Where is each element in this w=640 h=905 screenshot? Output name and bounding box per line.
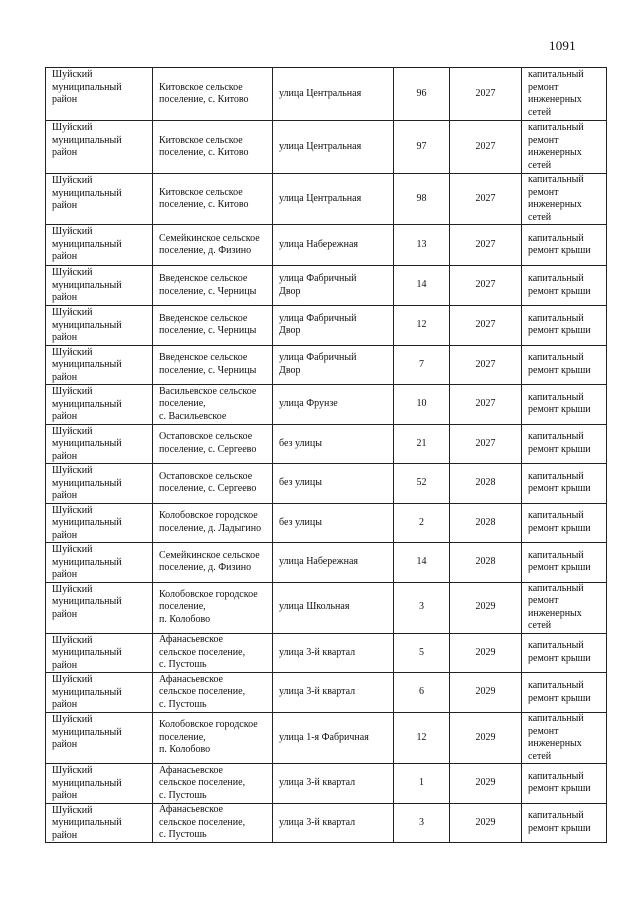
cell-settlement [153,464,273,504]
table-row [46,764,607,804]
repair-schedule-table [45,67,607,843]
cell-street [273,225,394,266]
cell-house-number [394,306,450,346]
cell-year-text: 2029 [475,816,496,828]
cell-work-type [522,424,607,464]
cell-street-text: улица Центральная [279,87,362,99]
cell-work-type-text: капитальный ремонт крыши [528,510,591,534]
cell-work-type-text: капитальный ремонт крыши [528,431,591,455]
cell-year [450,764,522,804]
cell-year [450,803,522,843]
cell-year-text: 2028 [475,556,496,567]
cell-work-type [522,306,607,346]
cell-house-number [394,68,450,121]
cell-street-text: улица Фабричный Двор [279,273,357,297]
cell-house-number-text: 21 [416,437,427,449]
cell-district-text: Шуйский муниципальный район [52,465,122,501]
cell-year [450,174,522,225]
cell-settlement [153,713,273,764]
cell-settlement [153,121,273,174]
cell-district-text: Шуйский муниципальный район [52,765,122,801]
cell-street-text: улица Набережная [279,556,358,567]
cell-house-number-text: 7 [419,358,424,370]
cell-settlement [153,582,273,633]
cell-street-text: улица Фрунзе [279,398,338,409]
cell-settlement [153,764,273,804]
cell-district [46,543,153,583]
cell-house-number-text: 6 [419,686,424,698]
cell-district-text: Шуйский муниципальный район [52,226,122,262]
cell-district [46,633,153,673]
cell-street [273,306,394,346]
cell-house-number-text: 96 [416,87,427,99]
cell-settlement-text: Китовское сельское поселение, с. Китово [159,134,249,158]
cell-house-number [394,543,450,583]
cell-settlement [153,266,273,306]
table-row [46,582,607,633]
cell-district [46,174,153,225]
cell-year [450,424,522,464]
cell-district [46,266,153,306]
table-body [46,68,607,843]
cell-year-text: 2029 [475,646,496,658]
cell-settlement-text: Афанасьевское сельское поселение, с. Пустошь [159,804,246,840]
cell-work-type [522,503,607,543]
cell-district-text: Шуйский муниципальный район [52,175,122,211]
cell-district-text: Шуйский муниципальный район [52,634,122,671]
cell-district-text: Шуйский муниципальный район [52,674,122,710]
cell-settlement-text: Остаповское сельское поселение, с. Сергеево [159,431,257,455]
cell-year-text: 2029 [475,777,496,788]
cell-work-type-text: капитальный ремонт крыши [528,640,591,664]
cell-year-text: 2027 [475,358,496,370]
cell-year-text: 2027 [475,87,496,99]
cell-settlement [153,543,273,583]
cell-work-type [522,803,607,843]
cell-street [273,121,394,174]
cell-district-text: Шуйский муниципальный район [52,714,122,750]
cell-work-type [522,266,607,306]
cell-house-number [394,174,450,225]
table-row [46,424,607,464]
cell-year-text: 2027 [475,398,496,409]
cell-district [46,306,153,346]
cell-street-text: улица Школьная [279,601,350,613]
cell-settlement-text: Семейкинское сельское поселение, д. Физино [159,232,260,256]
cell-district-text: Шуйский муниципальный район [52,346,122,383]
table-row [46,803,607,843]
cell-year [450,633,522,673]
cell-street [273,803,394,843]
cell-street [273,764,394,804]
cell-street-text: улица 3-й квартал [279,646,356,658]
cell-work-type [522,385,607,425]
cell-year [450,543,522,583]
cell-work-type [522,633,607,673]
table-row [46,174,607,225]
cell-street-text: улица 3-й квартал [279,686,356,698]
table-row [46,345,607,385]
cell-settlement-text: Колобовское городское поселение, п. Колобово [159,588,258,625]
table-row [46,543,607,583]
cell-street-text: улица Набережная [279,238,358,250]
table-row [46,225,607,266]
cell-work-type-text: капитальный ремонт крыши [528,470,591,495]
cell-year [450,673,522,713]
cell-work-type-text: капитальный ремонт крыши [528,549,591,574]
cell-street [273,174,394,225]
cell-year-text: 2028 [475,516,496,528]
cell-settlement-text: Афанасьевское сельское поселение, с. Пустошь [159,764,246,801]
table-row [46,266,607,306]
cell-work-type-text: капитальный ремонт инженерных сетей [528,582,584,631]
cell-work-type-text: капитальный ремонт крыши [528,352,591,376]
cell-district-text: Шуйский муниципальный район [52,583,122,620]
cell-settlement-text: Введенское сельское поселение, с. Черницы [159,352,257,376]
cell-district-text: Шуйский муниципальный район [52,544,122,580]
cell-work-type-text: капитальный ремонт крыши [528,312,591,337]
cell-house-number [394,673,450,713]
cell-house-number [394,121,450,174]
cell-house-number [394,713,450,764]
cell-settlement-text: Китовское сельское поселение, с. Китово [159,186,249,210]
cell-house-number [394,345,450,385]
cell-settlement [153,385,273,425]
cell-work-type-text: капитальный ремонт инженерных сетей [528,122,584,171]
cell-work-type [522,345,607,385]
cell-district-text: Шуйский муниципальный район [52,307,122,343]
cell-street [273,673,394,713]
cell-work-type-text: капитальный ремонт крыши [528,391,591,416]
cell-district [46,225,153,266]
cell-year [450,713,522,764]
cell-district-text: Шуйский муниципальный район [52,267,122,303]
cell-district-text: Шуйский муниципальный район [52,804,122,841]
cell-year [450,266,522,306]
cell-settlement [153,424,273,464]
cell-work-type-text: капитальный ремонт инженерных сетей [528,713,584,762]
cell-settlement-text: Введенское сельское поселение, с. Черницы [159,312,257,337]
table-row [46,464,607,504]
cell-settlement [153,633,273,673]
cell-settlement-text: Китовское сельское поселение, с. Китово [159,81,249,105]
cell-house-number [394,424,450,464]
table-row [46,633,607,673]
cell-district [46,764,153,804]
cell-year [450,306,522,346]
cell-street-text: улица 1-я Фабричная [279,731,369,743]
cell-settlement-text: Афанасьевское сельское поселение, с. Пустошь [159,673,246,710]
cell-house-number-text: 97 [416,140,427,152]
cell-settlement-text: Васильевское сельское поселение, с. Васильевское [159,385,257,422]
cell-settlement [153,673,273,713]
table-row [46,673,607,713]
cell-street-text: без улицы [279,477,322,488]
cell-year-text: 2027 [475,319,496,330]
cell-work-type [522,174,607,225]
cell-year [450,121,522,174]
cell-year-text: 2029 [475,731,496,743]
cell-house-number [394,266,450,306]
cell-district [46,424,153,464]
table-row [46,385,607,425]
table-row [46,503,607,543]
cell-street [273,543,394,583]
cell-house-number-text: 52 [416,477,427,488]
cell-house-number-text: 2 [419,516,424,528]
cell-district-text: Шуйский муниципальный район [52,122,122,158]
cell-work-type-text: капитальный ремонт крыши [528,232,591,256]
cell-work-type [522,68,607,121]
cell-settlement-text: Семейкинское сельское поселение, д. Физино [159,549,260,574]
cell-street [273,633,394,673]
cell-house-number-text: 12 [416,319,427,330]
cell-district [46,582,153,633]
cell-settlement-text: Остаповское сельское поселение, с. Сергеево [159,470,257,495]
cell-house-number-text: 10 [416,398,427,409]
cell-house-number-text: 12 [416,731,427,743]
table-row [46,306,607,346]
cell-street [273,713,394,764]
cell-settlement [153,68,273,121]
cell-street [273,503,394,543]
cell-house-number-text: 14 [416,279,427,291]
cell-settlement [153,345,273,385]
cell-house-number [394,633,450,673]
cell-work-type-text: капитальный ремонт крыши [528,680,591,704]
table-row [46,121,607,174]
cell-year [450,503,522,543]
cell-street [273,345,394,385]
cell-street [273,385,394,425]
cell-district [46,121,153,174]
table-row [46,68,607,121]
cell-house-number [394,582,450,633]
table-row [46,713,607,764]
cell-district-text: Шуйский муниципальный район [52,504,122,541]
cell-work-type [522,582,607,633]
cell-district-text: Шуйский муниципальный район [52,425,122,462]
cell-work-type [522,713,607,764]
cell-year-text: 2027 [475,140,496,152]
cell-work-type [522,464,607,504]
cell-work-type-text: капитальный ремонт инженерных сетей [528,174,584,223]
cell-district [46,68,153,121]
cell-district [46,345,153,385]
cell-house-number-text: 14 [416,556,427,567]
cell-year-text: 2029 [475,686,496,698]
cell-house-number-text: 98 [416,192,427,204]
cell-year-text: 2029 [475,601,496,613]
cell-work-type-text: капитальный ремонт крыши [528,770,591,795]
cell-settlement-text: Колобовское городское поселение, д. Ладыгино [159,510,262,534]
cell-year-text: 2027 [475,279,496,291]
cell-house-number [394,764,450,804]
cell-street-text: улица Фабричный Двор [279,312,357,337]
cell-street-text: улица Центральная [279,140,362,152]
cell-house-number [394,385,450,425]
cell-house-number [394,803,450,843]
cell-work-type-text: капитальный ремонт крыши [528,810,591,834]
cell-work-type [522,121,607,174]
cell-district [46,385,153,425]
cell-settlement [153,306,273,346]
cell-year [450,345,522,385]
cell-district [46,713,153,764]
cell-work-type [522,673,607,713]
cell-street [273,68,394,121]
cell-street-text: улица 3-й квартал [279,777,356,788]
cell-settlement-text: Афанасьевское сельское поселение, с. Пустошь [159,634,246,670]
cell-house-number-text: 13 [416,238,427,250]
cell-district [46,503,153,543]
cell-district-text: Шуйский муниципальный район [52,69,122,105]
cell-settlement [153,174,273,225]
cell-year-text: 2027 [475,437,496,449]
cell-work-type [522,225,607,266]
cell-house-number [394,503,450,543]
cell-year-text: 2027 [475,192,496,204]
cell-settlement-text: Колобовское городское поселение, п. Колобово [159,719,258,756]
cell-house-number-text: 5 [419,646,424,658]
cell-year [450,385,522,425]
cell-year-text: 2027 [475,238,496,250]
cell-year-text: 2028 [475,477,496,488]
cell-district [46,673,153,713]
cell-work-type-text: капитальный ремонт крыши [528,273,591,297]
cell-house-number [394,464,450,504]
cell-settlement [153,803,273,843]
page-number: 1091 [549,38,576,53]
cell-house-number [394,225,450,266]
cell-district-text: Шуйский муниципальный район [52,386,122,422]
cell-street [273,464,394,504]
cell-year [450,68,522,121]
cell-street-text: улица 3-й квартал [279,816,356,828]
cell-street [273,266,394,306]
cell-house-number-text: 3 [419,601,424,613]
cell-house-number-text: 3 [419,816,424,828]
cell-year [450,582,522,633]
cell-street [273,582,394,633]
cell-settlement [153,225,273,266]
cell-district [46,464,153,504]
cell-year [450,225,522,266]
cell-street-text: без улицы [279,516,322,528]
cell-street-text: без улицы [279,437,322,449]
cell-street-text: улица Фабричный Двор [279,352,357,376]
cell-district [46,803,153,843]
cell-settlement [153,503,273,543]
cell-work-type [522,764,607,804]
cell-street-text: улица Центральная [279,192,362,204]
cell-work-type [522,543,607,583]
cell-work-type-text: капитальный ремонт инженерных сетей [528,69,584,118]
cell-settlement-text: Введенское сельское поселение, с. Черницы [159,273,257,297]
cell-house-number-text: 1 [419,777,424,788]
cell-street [273,424,394,464]
cell-year [450,464,522,504]
